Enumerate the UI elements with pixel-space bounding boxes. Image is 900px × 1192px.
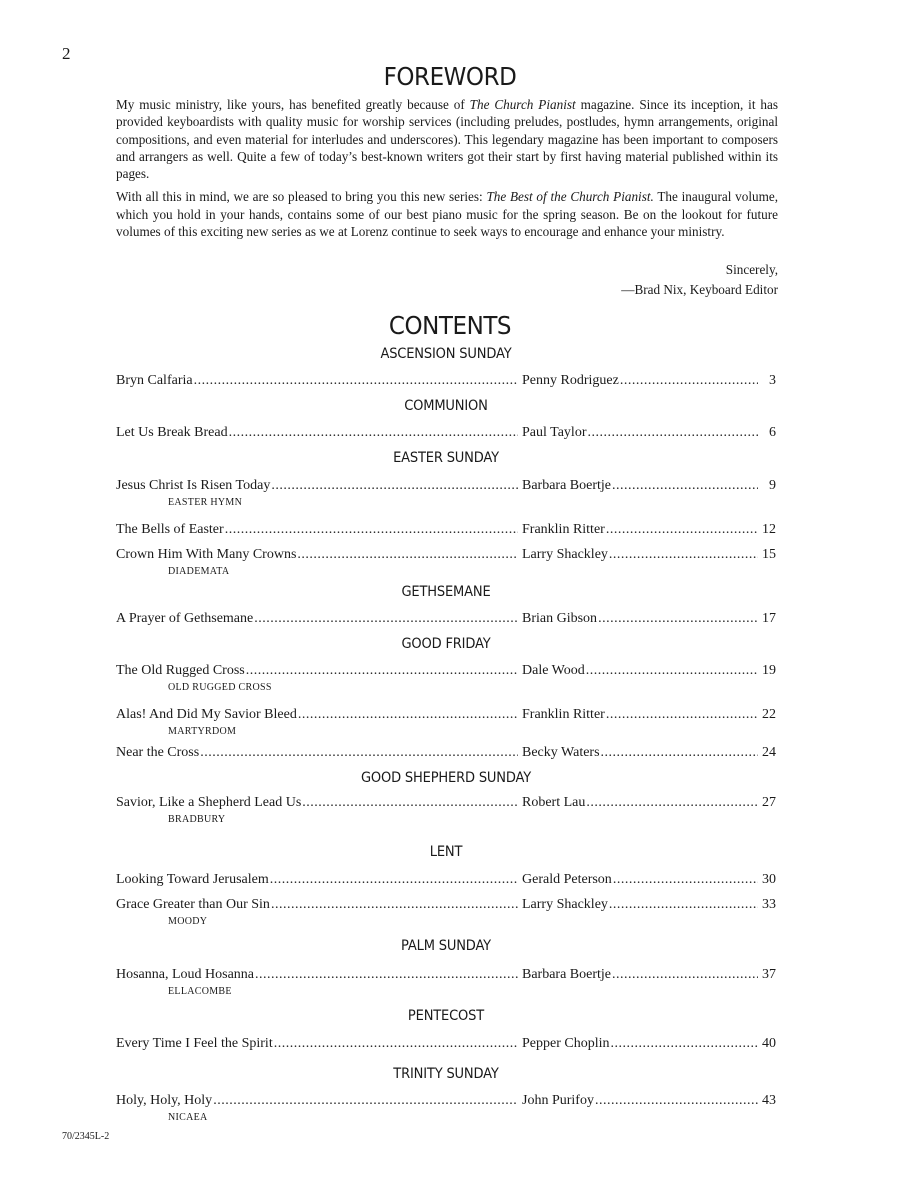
section-heading: GETHSEMANE (401, 584, 491, 600)
toc-entry (116, 794, 776, 812)
toc-entry-page: 43 (758, 1092, 776, 1110)
foreword-paragraph-1: My music ministry, like yours, has benefited greatly because of The Church Pianist magazine. Since its inception, it has provided keyboardists with quality music for worship services (including preludes, postludes, hymn arrangements, original compositions, and even material for interludes and underscores). This legendary magazine has been important to composers and arrangers as well. Quite a few of today’s best-known writers got their start by first having material published within its pages. (116, 97, 778, 182)
toc-entry-page: 30 (758, 871, 776, 889)
toc-entry (116, 372, 776, 390)
toc-entry-arranger: John Purifoy (522, 1093, 594, 1108)
toc-entry-arranger: Franklin Ritter (522, 707, 605, 722)
toc-entry-title: Hosanna, Loud Hosanna (116, 967, 255, 982)
toc-entry-arranger-cell (522, 521, 760, 539)
contents-title: CONTENTS (388, 311, 512, 340)
toc-entry-title-cell (116, 966, 518, 984)
toc-entry-page: 27 (758, 794, 776, 812)
toc-entry-title: Savior, Like a Shepherd Lead Us (116, 795, 302, 810)
toc-entry-title-cell (116, 744, 518, 762)
toc-entry (116, 610, 776, 628)
toc-entry-arranger: Becky Waters (522, 745, 600, 760)
toc-entry-arranger-cell (522, 372, 760, 390)
toc-entry-title-cell (116, 706, 518, 724)
toc-entry-arranger-cell (522, 744, 760, 762)
toc-entry-tune-name: MOODY (168, 916, 208, 927)
section-heading: LENT (429, 844, 463, 860)
toc-entry-title: Alas! And Did My Savior Bleed (116, 707, 297, 722)
toc-entry-arranger: Franklin Ritter (522, 522, 605, 537)
toc-entry-arranger: Pepper Choplin (522, 1036, 610, 1051)
page-number: 2 (62, 44, 71, 63)
toc-entry-title: Bryn Calfaria (116, 373, 193, 388)
toc-entry-arranger: Larry Shackley (522, 897, 608, 912)
toc-entry-page: 3 (758, 372, 776, 390)
toc-entry (116, 546, 776, 564)
section-heading: ASCENSION SUNDAY (380, 346, 512, 362)
toc-entry-title-cell (116, 896, 518, 914)
toc-entry-arranger-cell (522, 1035, 760, 1053)
toc-entry-title: The Bells of Easter (116, 522, 224, 537)
toc-entry-title-cell (116, 1035, 518, 1053)
toc-entry (116, 477, 776, 495)
toc-entry-tune-name: NICAEA (168, 1112, 208, 1123)
section-heading: PENTECOST (407, 1008, 485, 1024)
toc-entry-title-cell (116, 424, 518, 442)
toc-entry-tune-name: OLD RUGGED CROSS (168, 682, 272, 693)
foreword-signature: —Brad Nix, Keyboard Editor (621, 282, 778, 297)
toc-entry-title: Grace Greater than Our Sin (116, 897, 270, 912)
section-heading: GOOD SHEPHERD SUNDAY (360, 770, 532, 786)
toc-entry-title: The Old Rugged Cross (116, 663, 245, 678)
catalog-code: 70/2345L-2 (62, 1131, 110, 1142)
toc-entry-arranger: Penny Rodriguez (522, 373, 619, 388)
toc-entry-arranger-cell (522, 662, 760, 680)
toc-entry-arranger-cell (522, 896, 760, 914)
toc-entry (116, 521, 776, 539)
section-heading: COMMUNION (404, 398, 488, 414)
toc-entry-page: 24 (758, 744, 776, 762)
toc-entry (116, 424, 776, 442)
toc-entry (116, 1035, 776, 1053)
toc-entry-title: Holy, Holy, Holy (116, 1093, 213, 1108)
toc-entry-arranger: Gerald Peterson (522, 872, 612, 887)
toc-entry-title-cell (116, 794, 518, 812)
toc-entry (116, 662, 776, 680)
toc-entry (116, 744, 776, 762)
toc-entry-arranger-cell (522, 424, 760, 442)
toc-entry-page: 9 (758, 477, 776, 495)
toc-entry-arranger-cell (522, 1092, 760, 1110)
toc-entry-arranger: Larry Shackley (522, 547, 608, 562)
toc-entry-page: 6 (758, 424, 776, 442)
foreword-body (116, 96, 778, 246)
toc-entry-title-cell (116, 546, 518, 564)
toc-entry-arranger: Barbara Boertje (522, 967, 612, 982)
toc-entry-title-cell (116, 521, 518, 539)
toc-entry-arranger: Barbara Boertje (522, 478, 612, 493)
toc-entry-arranger-cell (522, 610, 760, 628)
toc-entry-title: Looking Toward Jerusalem (116, 872, 269, 887)
toc-entry-title-cell (116, 610, 518, 628)
toc-entry-page: 40 (758, 1035, 776, 1053)
foreword-paragraph-2: With all this in mind, we are so pleased to bring you this new series: The Best of the Church Pianist. The inaugural volume, which you hold in your hands, contains some of our best piano music for the spring season. Be on the lookout for future volumes of this exciting new series as we at Lorenz continue to seek ways to encourage and enhance your ministry. (116, 189, 779, 240)
toc-entry-title-cell (116, 662, 518, 680)
toc-entry-arranger-cell (522, 966, 760, 984)
toc-entry-title: Crown Him With Many Crowns (116, 547, 297, 562)
section-heading: TRINITY SUNDAY (393, 1066, 499, 1082)
toc-entry-title-cell (116, 1092, 518, 1110)
toc-entry (116, 871, 776, 889)
toc-entry (116, 1092, 776, 1110)
toc-entry-arranger-cell (522, 794, 760, 812)
toc-entry-arranger: Paul Taylor (522, 425, 587, 440)
toc-entry-title-cell (116, 477, 518, 495)
toc-entry-page: 19 (758, 662, 776, 680)
toc-entry-tune-name: ELLACOMBE (168, 986, 232, 997)
toc-entry-tune-name: EASTER HYMN (168, 497, 243, 508)
toc-entry-title-cell (116, 871, 518, 889)
toc-entry-arranger-cell (522, 706, 760, 724)
section-heading: PALM SUNDAY (401, 938, 491, 954)
toc-entry-title: A Prayer of Gethsemane (116, 611, 254, 626)
toc-entry-title-cell (116, 372, 518, 390)
toc-entry-page: 12 (758, 521, 776, 539)
toc-entry-tune-name: DIADEMATA (168, 566, 230, 577)
toc-entry-tune-name: BRADBURY (168, 814, 226, 825)
toc-entry-arranger: Dale Wood (522, 663, 585, 678)
toc-entry-page: 15 (758, 546, 776, 564)
toc-entry-arranger: Brian Gibson (522, 611, 598, 626)
foreword-closing: Sincerely, (725, 262, 778, 277)
toc-entry (116, 966, 776, 984)
toc-entry (116, 896, 776, 914)
toc-entry-title: Near the Cross (116, 745, 200, 760)
section-heading: EASTER SUNDAY (393, 450, 499, 466)
toc-entry-title: Let Us Break Bread (116, 425, 228, 440)
toc-entry-page: 17 (758, 610, 776, 628)
toc-entry (116, 706, 776, 724)
toc-entry-page: 37 (758, 966, 776, 984)
section-heading: GOOD FRIDAY (401, 636, 491, 652)
foreword-title: FOREWORD (383, 62, 517, 91)
toc-entry-arranger: Robert Lau (522, 795, 586, 810)
toc-entry-tune-name: MARTYRDOM (168, 726, 237, 737)
toc-entry-title: Every Time I Feel the Spirit (116, 1036, 273, 1051)
toc-entry-page: 22 (758, 706, 776, 724)
toc-entry-arranger-cell (522, 871, 760, 889)
toc-entry-page: 33 (758, 896, 776, 914)
toc-entry-arranger-cell (522, 477, 760, 495)
toc-entry-title: Jesus Christ Is Risen Today (116, 478, 271, 493)
toc-entry-arranger-cell (522, 546, 760, 564)
